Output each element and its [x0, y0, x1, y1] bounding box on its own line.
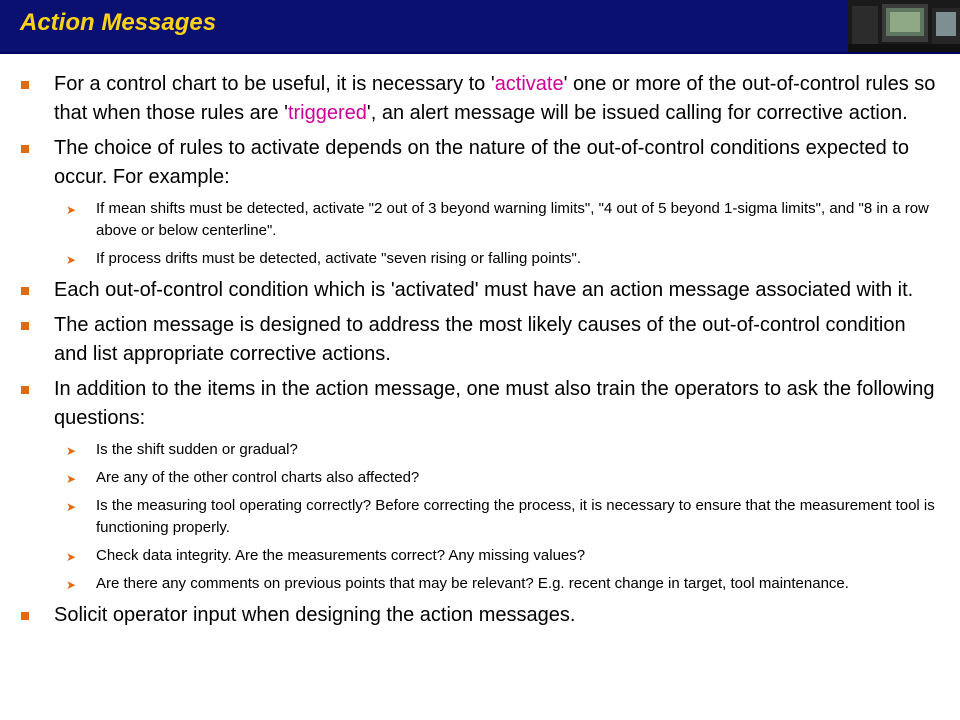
header-photo: [848, 0, 960, 52]
orange-square-bullet-icon: [21, 322, 29, 330]
orange-arrow-bullet-icon: ➤: [66, 500, 77, 514]
sub-bullet-item: [20, 467, 940, 489]
sub-bullet-text: If process drifts must be detected, activate "seven rising or falling points".: [96, 250, 582, 267]
bullet-item: [20, 601, 940, 630]
slide-title: Action Messages: [20, 9, 217, 36]
sub-bullet-text: Is the measuring tool operating correctly? Before correcting the process, it is necessary to ensure that the measurement tool is functioning properly.: [96, 497, 935, 536]
monitors-photo-icon: [848, 0, 960, 52]
orange-square-bullet-icon: [21, 386, 29, 394]
sub-bullet-text: Are any of the other control charts also affected?: [96, 469, 420, 486]
orange-square-bullet-icon: [21, 612, 29, 620]
bullet-text: Solicit operator input when designing the action messages.: [54, 604, 576, 626]
bullet-item: [20, 70, 940, 128]
orange-arrow-bullet-icon: ➤: [66, 472, 77, 486]
sub-bullet-item: [20, 495, 940, 539]
bullet-text: In addition to the items in the action message, one must also train the operators to ask the following questions:: [54, 378, 935, 429]
bullet-text: The action message is designed to address the most likely causes of the out-of-control condition and list appropriate corrective actions.: [54, 314, 906, 365]
orange-arrow-bullet-icon: ➤: [66, 444, 77, 458]
highlight-activate: activate: [494, 73, 564, 95]
title-bar: [0, 0, 960, 54]
sub-bullet-text: Is the shift sudden or gradual?: [96, 441, 298, 458]
highlight-triggered: triggered: [287, 102, 367, 124]
bullet-text: Each out-of-control condition which is 'activated' must have an action message associated with it.: [54, 279, 914, 301]
orange-arrow-bullet-icon: ➤: [66, 550, 77, 564]
sub-bullet-text: If mean shifts must be detected, activate "2 out of 3 beyond warning limits", "4 out of 5 beyond 1-sigma limits", and "8 in a row above or below centerline".: [96, 200, 929, 239]
orange-arrow-bullet-icon: ➤: [66, 253, 77, 267]
orange-arrow-bullet-icon: ➤: [66, 203, 77, 217]
sub-bullet-item: [20, 439, 940, 461]
orange-square-bullet-icon: [21, 81, 29, 89]
bullet-item: [20, 276, 940, 305]
sub-bullet-item: [20, 573, 940, 595]
orange-square-bullet-icon: [21, 287, 29, 295]
bullet-item: [20, 375, 940, 433]
sub-bullet-item: [20, 198, 940, 242]
sub-bullet-text: Check data integrity. Are the measurements correct? Any missing values?: [96, 547, 586, 564]
bullet-text: The choice of rules to activate depends on the nature of the out-of-control conditions expected to occur. For example:: [54, 137, 909, 188]
sub-bullet-item: [20, 248, 940, 270]
bullet-item: [20, 134, 940, 192]
sub-bullet-item: [20, 545, 940, 567]
orange-arrow-bullet-icon: ➤: [66, 578, 77, 592]
bullet-list: [20, 70, 940, 636]
bullet-item: [20, 311, 940, 369]
bullet-text: For a control chart to be useful, it is necessary to 'activate' one or more of the out-of-control rules so that when those rules are 'triggered', an alert message will be issued calling for corrective action.: [54, 73, 936, 124]
orange-square-bullet-icon: [21, 145, 29, 153]
sub-bullet-text: Are there any comments on previous points that may be relevant? E.g. recent change in target, tool maintenance.: [96, 575, 849, 592]
